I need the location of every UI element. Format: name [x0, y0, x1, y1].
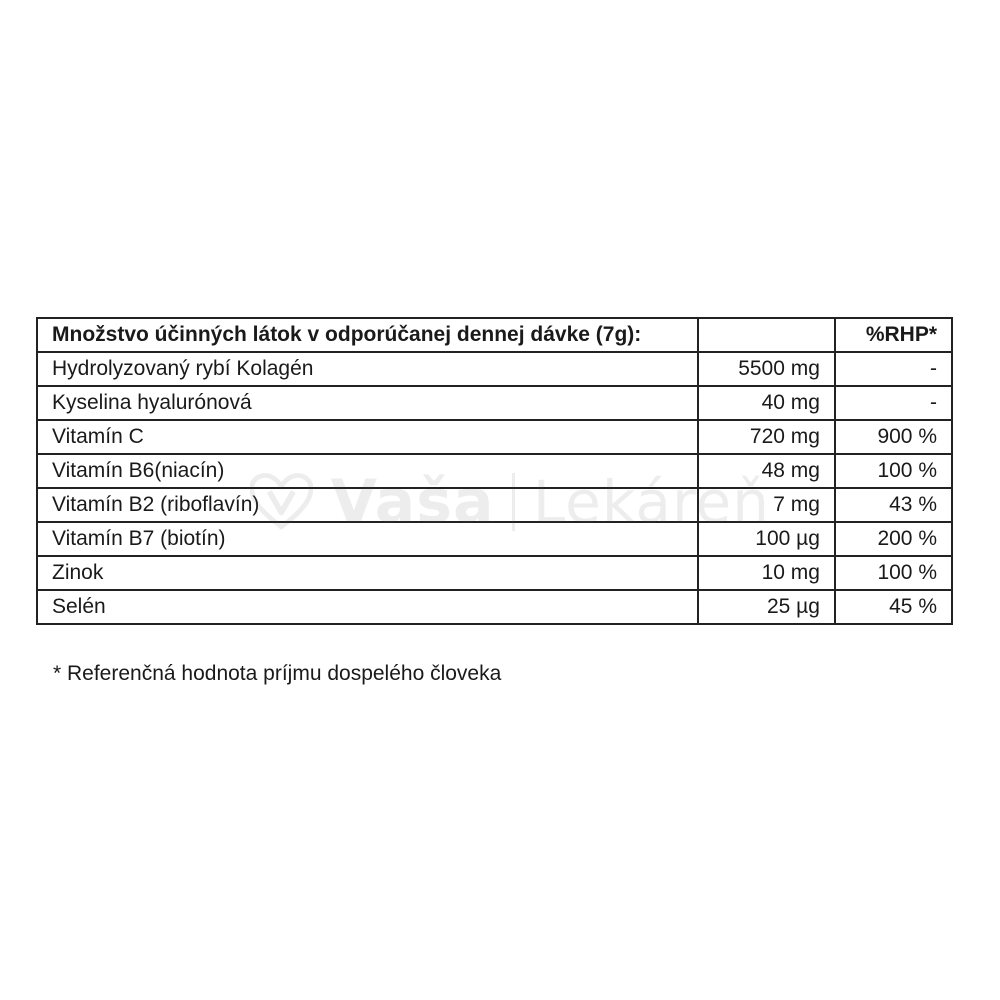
row-rhp: 100 %	[835, 454, 952, 488]
row-amount: 5500 mg	[698, 352, 835, 386]
row-name: Kyselina hyalurónová	[37, 386, 698, 420]
row-name: Selén	[37, 590, 698, 624]
row-rhp: 100 %	[835, 556, 952, 590]
header-rhp: %RHP*	[835, 318, 952, 352]
row-amount: 25 µg	[698, 590, 835, 624]
row-name: Vitamín B2 (riboflavín)	[37, 488, 698, 522]
row-rhp: -	[835, 386, 952, 420]
row-amount: 10 mg	[698, 556, 835, 590]
table-row	[37, 590, 952, 624]
watermark-shop: Lekáreň	[532, 468, 770, 536]
row-name: Vitamín B7 (biotín)	[37, 522, 698, 556]
header-substance: Množstvo účinných látok v odporúčanej dennej dávke (7g):	[37, 318, 698, 352]
row-name: Hydrolyzovaný rybí Kolagén	[37, 352, 698, 386]
row-amount: 720 mg	[698, 420, 835, 454]
footnote: * Referenčná hodnota príjmu dospelého človeka	[53, 662, 502, 685]
row-rhp: 900 %	[835, 420, 952, 454]
table-row	[37, 488, 952, 522]
nutrition-table	[36, 317, 953, 625]
row-rhp: -	[835, 352, 952, 386]
table-row	[37, 420, 952, 454]
table-row	[37, 454, 952, 488]
row-amount: 100 µg	[698, 522, 835, 556]
row-amount: 40 mg	[698, 386, 835, 420]
table-row	[37, 556, 952, 590]
row-name: Zinok	[37, 556, 698, 590]
row-rhp: 45 %	[835, 590, 952, 624]
row-rhp: 200 %	[835, 522, 952, 556]
table-header-row	[37, 318, 952, 352]
row-rhp: 43 %	[835, 488, 952, 522]
header-amount	[698, 318, 835, 352]
table-row	[37, 522, 952, 556]
watermark-brand: Vaša	[330, 467, 495, 537]
row-name: Vitamín B6(niacín)	[37, 454, 698, 488]
row-amount: 7 mg	[698, 488, 835, 522]
row-amount: 48 mg	[698, 454, 835, 488]
table-row	[37, 352, 952, 386]
row-name: Vitamín C	[37, 420, 698, 454]
table-row	[37, 386, 952, 420]
